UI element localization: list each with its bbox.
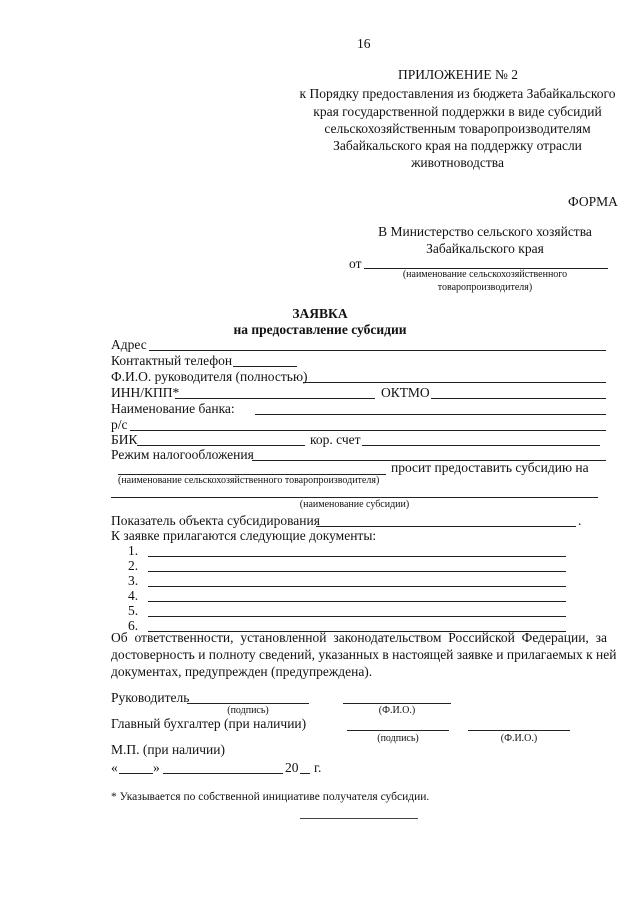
attachment-field[interactable] [148, 616, 566, 617]
bank-label: Наименование банка: [111, 401, 235, 416]
head-name-label: Ф.И.О. руководителя (полностью) [111, 369, 308, 384]
ks-field[interactable] [362, 445, 600, 446]
phone-field[interactable] [233, 366, 297, 367]
fio-hint: (Ф.И.О.) [378, 705, 416, 716]
footnote: * Указывается по собственной инициативе получателя субсидии. [111, 791, 430, 803]
oktmo-field[interactable] [431, 398, 606, 399]
page-number: 16 [357, 36, 371, 51]
from-hint: (наименование сельскохозяйственного [402, 269, 568, 280]
indicator-end: . [578, 513, 582, 528]
doc-title: ЗАЯВКА [292, 306, 348, 321]
appendix-title: ПРИЛОЖЕНИЕ № 2 [398, 67, 519, 82]
responsibility-line: документах, предупрежден (предупреждена). [111, 664, 373, 679]
form-label: ФОРМА [568, 194, 618, 209]
appendix-line: сельскохозяйственным товаропроизводителям [324, 121, 591, 136]
addressee-line1: В Министерство сельского хозяйства [378, 224, 592, 239]
attachment-field[interactable] [148, 571, 566, 572]
inn-field[interactable] [175, 398, 375, 399]
list-item: 5. [128, 603, 139, 618]
tax-label: Режим налогообложения [111, 447, 254, 462]
bank-field[interactable] [255, 414, 606, 415]
phone-label: Контактный телефон [111, 353, 233, 368]
rs-field[interactable] [130, 430, 606, 431]
from-label: от [349, 256, 362, 271]
accountant-fio-field[interactable] [468, 730, 570, 731]
date-year-field[interactable] [300, 773, 310, 774]
date-day-field[interactable] [119, 773, 153, 774]
attachment-field[interactable] [148, 556, 566, 557]
responsibility-line: Об ответственности, установленной законодательством Российской Федерации, за [111, 630, 607, 645]
bik-field[interactable] [137, 445, 305, 446]
inn-label: ИНН/КПП* [111, 385, 180, 400]
date-month-field[interactable] [163, 773, 283, 774]
date-open: « [111, 760, 118, 775]
indicator-label: Показатель объекта субсидирования [111, 513, 320, 528]
rs-label: р/с [111, 417, 128, 432]
accountant-label: Главный бухгалтер (при наличии) [111, 716, 307, 731]
subsidy-hint: (наименование субсидии) [299, 499, 410, 510]
list-item: 4. [128, 588, 139, 603]
responsibility-line: достоверность и полноту сведений, указанных в настоящей заявке и прилагаемых к ней [111, 647, 617, 662]
producer-hint: (наименование сельскохозяйственного товаропроизводителя) [118, 475, 380, 486]
addressee-line2: Забайкальского края [426, 241, 544, 256]
attachments-label: К заявке прилагаются следующие документы: [111, 528, 377, 543]
oktmo-label: ОКТМО [381, 385, 430, 400]
list-item: 3. [128, 573, 139, 588]
head-name-field[interactable] [303, 382, 606, 383]
accountant-sign-field[interactable] [347, 730, 449, 731]
date-year-suffix: г. [314, 760, 322, 775]
appendix-line: животноводства [411, 155, 504, 170]
sign-hint: (подпись) [377, 733, 419, 744]
bik-label: БИК [111, 432, 138, 447]
ks-label: кор. счет [310, 432, 361, 447]
address-field[interactable] [149, 350, 606, 351]
head-fio-field[interactable] [343, 703, 451, 704]
appendix-line: к Порядку предоставления из бюджета Забайкальского [299, 86, 616, 101]
head-label: Руководитель [111, 690, 190, 705]
request-text: просит предоставить субсидию на [391, 460, 589, 475]
date-mid: » [153, 760, 160, 775]
list-item: 2. [128, 558, 139, 573]
head-sign-field[interactable] [187, 703, 309, 704]
attachment-field[interactable] [148, 586, 566, 587]
from-hint: товаропроизводителя) [437, 282, 533, 293]
doc-subtitle: на предоставление субсидии [233, 322, 407, 337]
indicator-field[interactable] [316, 526, 576, 527]
seal-label: М.П. (при наличии) [111, 742, 225, 757]
appendix-line: Забайкальского края на поддержку отрасли [333, 138, 582, 153]
attachment-field[interactable] [148, 601, 566, 602]
date-year: 20 [285, 760, 299, 775]
separator-line [300, 818, 418, 819]
list-item: 6. [128, 618, 139, 633]
address-label: Адрес [111, 337, 147, 352]
list-item: 1. [128, 543, 139, 558]
appendix-line: края государственной поддержки в виде субсидий [313, 104, 602, 119]
fio-hint: (Ф.И.О.) [500, 733, 538, 744]
subsidy-field[interactable] [111, 497, 598, 498]
sign-hint: (подпись) [227, 705, 269, 716]
